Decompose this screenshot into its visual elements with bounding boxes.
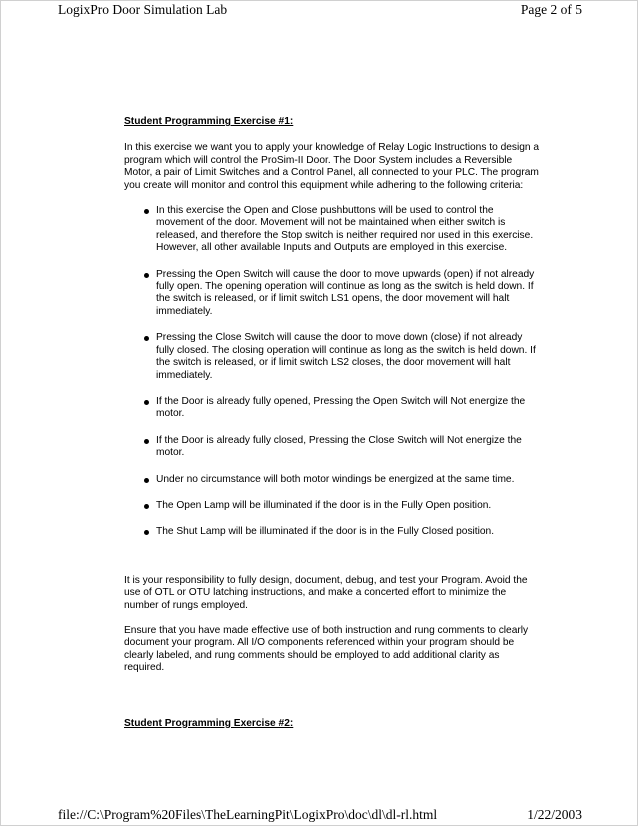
bullet-icon bbox=[144, 530, 149, 535]
list-item bbox=[124, 396, 540, 421]
exercise1-intro: In this exercise we want you to apply your knowledge of Relay Logic Instructions to design a program which will control the ProSim-II Door. The Door System includes a Reversible Motor, a pair of Limit Switches and a Control Panel, all connected to your PLC. The program you create will monitor and control this equipment while adhering to the following criteria: bbox=[124, 142, 540, 191]
criterion-text: Pressing the Open Switch will cause the door to move upwards (open) if not already fully open. The opening operation will continue as long as the switch is held down. If the switch is released, or if limit switch LS1 opens, the door movement will halt immediately. bbox=[156, 268, 535, 317]
footer-date: 1/22/2003 bbox=[527, 807, 582, 822]
criteria-list bbox=[124, 205, 540, 539]
criterion-text: Pressing the Close Switch will cause the door to move down (close) if not already fully closed. The closing operation will continue as long as the switch is held down. If the switch is released, or if limit switch LS2 closes, the door movement will halt immediately. bbox=[156, 332, 536, 381]
bullet-icon bbox=[144, 336, 149, 341]
criterion-text: The Shut Lamp will be illuminated if the door is in the Fully Closed position. bbox=[156, 526, 495, 538]
document-body bbox=[124, 116, 540, 730]
list-item bbox=[124, 526, 540, 538]
bullet-icon bbox=[144, 273, 149, 278]
documentation-paragraph: Ensure that you have made effective use of both instruction and rung comments to clearly document your program. All I/O components referenced within your program should be clearly labeled, and rung comments should be employed to add additional clarity as required. bbox=[124, 624, 529, 674]
bullet-icon bbox=[144, 439, 149, 444]
footer-file-path: file://C:\Program%20Files\TheLearningPit\LogixPro\doc\dl\dl-rl.html bbox=[58, 807, 438, 822]
criterion-text: If the Door is already fully closed, Pressing the Close Switch will Not energize the motor. bbox=[156, 434, 522, 459]
bullet-icon bbox=[144, 209, 149, 214]
responsibility-paragraph: It is your responsibility to fully design, document, debug, and test your Program. Avoid the use of OTL or OTU latching instructions, and make a concerted effort to minimize the number of rungs employed. bbox=[124, 574, 528, 611]
bullet-icon bbox=[144, 400, 149, 405]
list-item bbox=[124, 205, 540, 255]
list-item bbox=[124, 269, 540, 319]
bullet-icon bbox=[144, 478, 149, 483]
list-item bbox=[124, 474, 540, 486]
criterion-text: In this exercise the Open and Close pushbuttons will be used to control the movement of the door. Movement will not be maintained when either switch is released, and therefore the Stop switch is neither required nor used in this exercise. However, all other available Inputs and Outputs are employed in this exercise. bbox=[156, 205, 534, 254]
exercise2-heading: Student Programming Exercise #2: bbox=[124, 717, 294, 729]
header-title: LogixPro Door Simulation Lab bbox=[58, 2, 228, 17]
list-item bbox=[124, 435, 540, 460]
header-page-number: Page 2 of 5 bbox=[520, 2, 582, 17]
list-item bbox=[124, 332, 540, 382]
criterion-text: The Open Lamp will be illuminated if the door is in the Fully Open position. bbox=[156, 499, 492, 511]
bullet-icon bbox=[144, 504, 149, 509]
criterion-text: Under no circumstance will both motor windings be energized at the same time. bbox=[156, 473, 515, 485]
exercise1-heading: Student Programming Exercise #1: bbox=[124, 116, 294, 127]
criterion-text: If the Door is already fully opened, Pressing the Open Switch will Not energize the motor. bbox=[156, 395, 526, 420]
list-item bbox=[124, 500, 540, 512]
